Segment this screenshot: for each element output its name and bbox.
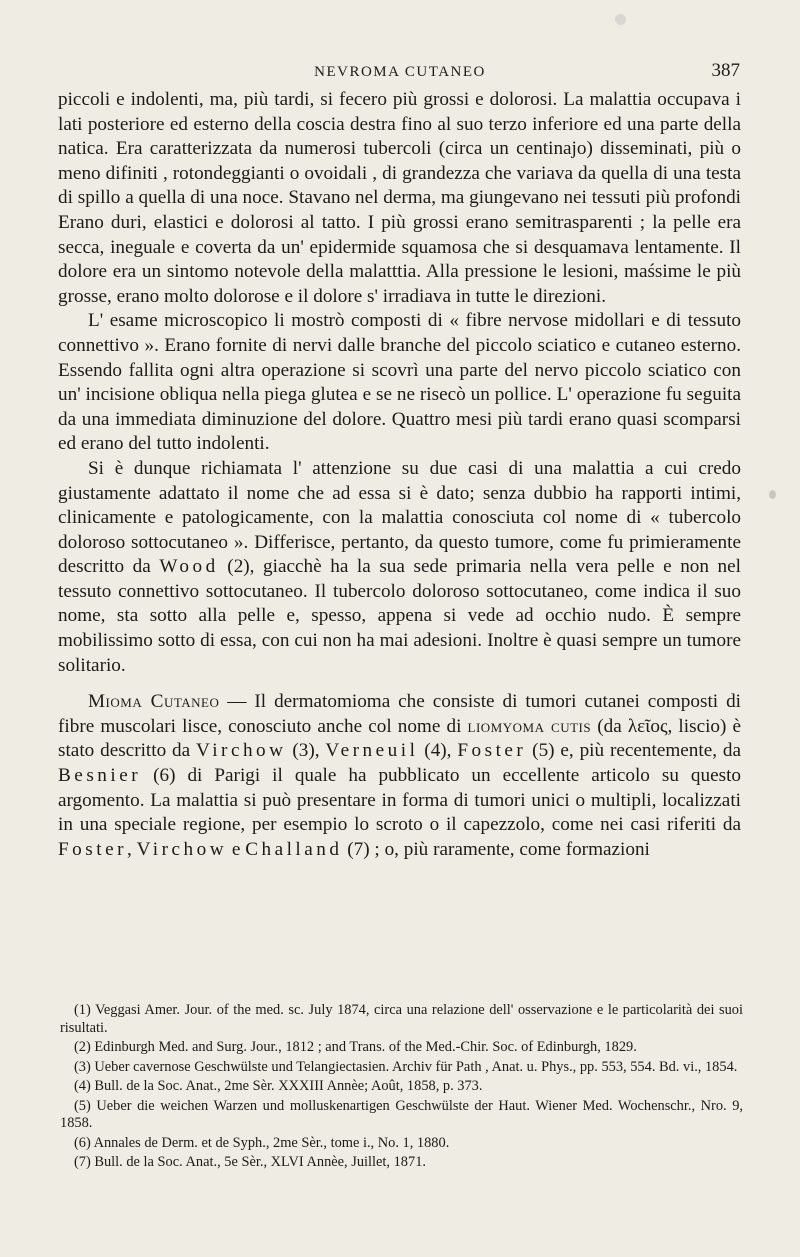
footnote: (6) Annales de Derm. et de Syph., 2me Sèr., tome i., No. 1, 1880. — [74, 1134, 450, 1151]
author-name: Foster — [58, 838, 127, 860]
text-run: e — [227, 838, 246, 860]
author-name: Foster — [457, 740, 527, 762]
footnotes — [60, 1002, 743, 1174]
text-run: (da λεῖος, liscio) è stato descritto da — [58, 715, 742, 762]
text-run: (6) di Parigi il quale ha pubblicato un eccellente articolo su questo argomento. La malattia si può presentare in forma di tumori unici o multipli, localizzati in una speciale regione, per esempio lo scroto o il capezzolo, come nei casi riferiti da — [58, 765, 741, 836]
footnote: (1) Veggasi Amer. Jour. of the med. sc. July 1874, circa una relazione dell' osservazione e le particolarità dei suoi risultati. — [60, 1002, 743, 1036]
footnote: (3) Ueber cavernose Geschwülste und Telangiectasien. Archiv für Path , Anat. u. Phys., pp. 553, 554. Bd. vi., 1854. — [74, 1058, 738, 1075]
text-run: Si è dunque richiamata l' attenzione su due casi di una malattia a cui credo giustamente adattato il nome che ad essa si è dato; senza dubbio ha rapporti intimi, clinicamente e patologicamente, con la malattia conosciuta col nome di « tubercolo doloroso sottocutaneo ». Differisce, pertanto, da questo tumore, come fu primieramente descritto da — [58, 457, 741, 578]
text-run: (3), — [286, 740, 326, 762]
text-run: (5) e, più recentemente, da — [526, 740, 742, 762]
footnote: (5) Ueber die weichen Warzen und molluskenartigen Geschwülste der Haut. Wiener Med. Wochenschr., Nro. 9, 1858. — [60, 1097, 743, 1132]
author-name: Wood — [159, 556, 219, 578]
body-text — [58, 88, 741, 862]
author-name: Besnier — [58, 765, 142, 787]
paragraph: L' esame microscopico li mostrò composti di « fibre nervose midollari e di tessuto connettivo ». Erano fornite di nervi dalle branche del piccolo sciatico e cutaneo esterno. Essendo fallita ogni altra operazione si scovrì una parte del nervo piccolo sciatico con un' incisione obliqua nella piega glutea e se ne risecò un pollice. L' operazione fu seguita da una immediata diminuzione del dolore. Quattro mesi più tardi erano quasi scomparsi ed erano del tutto indolenti. — [58, 310, 741, 455]
page-speck — [769, 490, 776, 499]
author-name: Virchow — [196, 740, 287, 762]
paragraph: piccoli e indolenti, ma, più tardi, si fecero più grossi e dolorosi. La malattia occupava i lati posteriore ed esterno della coscia destra fino al suo terzo inferiore ed una parte della natica. Era caratterizzata da numerosi tubercoli (circa un centinajo) disseminati, più o meno difiniti , rotondeggianti o ovoidali , di grandezza che variava da quella di una testa di spillo a quella di una noce. Stavano nel derma, ma giungevano nei tessuti più profondi Erano duri, elastici e dolorosi al tatto. I più grossi erano semitrasparenti ; la pelle era secca, ineguale e coverta da un' epidermide squamosa che si desquamava lentamente. Il dolore era un sintomo notevole della malatttia. Alla pressione le lesioni, maśsime le più grosse, erano molto dolorose e il dolore s' irradiava in tutte le direzioni. — [58, 89, 741, 307]
author-name: Verneuil — [325, 740, 419, 762]
author-name: Virchow — [136, 838, 228, 860]
text-run: — Il dermatomioma che consiste di tumori cutanei composti di fibre muscolari lisce, conosciuto anche col nome di — [58, 691, 741, 737]
text-run: , — [126, 838, 137, 860]
page-number: 387 — [711, 60, 740, 81]
paragraph — [58, 690, 741, 862]
footnote: (2) Edinburgh Med. and Surg. Jour., 1812 ; and Trans. of the Med.-Chir. Soc. of Edinburgh, 1829. — [74, 1039, 637, 1056]
text-run: (2), giacchè ha la sua sede primaria nella vera pelle e non nel tessuto connettivo sottocutaneo. Il tubercolo doloroso sottocutaneo, come indica il suo nome, sta sotto alla pelle e, spesso, appena si vede ad occhio nudo. È sempre mobilissimo sotto di essa, con cui non ha mai adesioni. Inoltre è quasi sempre un tumore solitario. — [58, 556, 741, 676]
text-run: (4), — [418, 740, 458, 762]
term: liomyoma cutis — [467, 715, 592, 737]
text-run: (7) ; o, più raramente, come formazioni — [342, 838, 650, 860]
section-heading: Mioma Cutaneo — [88, 691, 220, 713]
page-speck — [615, 14, 626, 25]
footnote: (4) Bull. de la Soc. Anat., 2me Sèr. XXXIII Annèe; Août, 1858, p. 373. — [74, 1078, 483, 1095]
running-header — [60, 56, 740, 86]
running-title: NEVROMA CUTANEO — [314, 64, 486, 80]
author-name: Challand — [245, 838, 343, 860]
footnote: (7) Bull. de la Soc. Anat., 5e Sèr., XLVI Annèe, Juillet, 1871. — [74, 1154, 426, 1171]
paragraph — [58, 457, 741, 678]
